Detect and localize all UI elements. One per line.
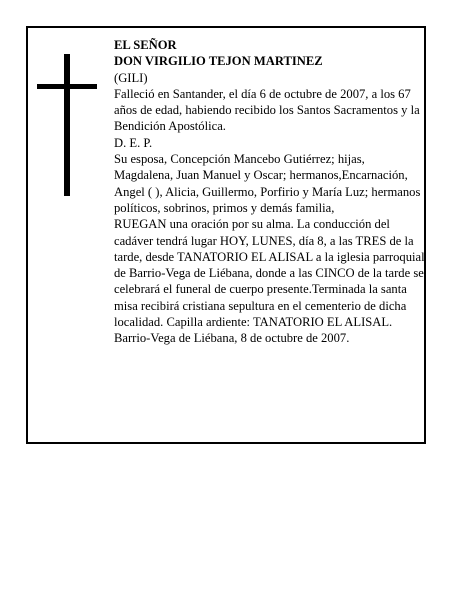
place-date: Barrio-Vega de Liébana, 8 de octubre de 2007. (114, 331, 350, 346)
obituary-title: EL SEÑOR (114, 38, 177, 52)
funeral-details: RUEGAN una oración por su alma. La conducción del cadáver tendrá lugar HOY, LUNES, día 8, a las TRES de la tarde, desde TANATORIO EL ALISAL a la iglesia parroquial de Barrio-Vega de Liébana, donde a las CINCO de la tarde se celebrará el funeral de cuerpo presente.Terminada la santa misa recibirá cristiana sepultura en el cementerio de dicha localidad. Capilla ardiente: TANATORIO EL ALISAL. (114, 217, 425, 330)
deceased-nickname: (GILI) (114, 70, 148, 85)
death-details: Falleció en Santander, el día 6 de octubre de 2007, a los 67 años de edad, habiendo recibido los Santos Sacramentos y la Bendición Apostólica. (114, 86, 420, 134)
cross-icon-bar (37, 84, 97, 89)
deceased-name: DON VIRGILIO TEJON MARTINEZ (114, 54, 323, 69)
cross-icon (64, 54, 70, 196)
rip-line: D. E. P. (114, 135, 153, 150)
obituary-text (114, 37, 426, 347)
family-list: Su esposa, Concepción Mancebo Gutiérrez; hijas, Magdalena, Juan Manuel y Oscar; hermanos,Encarnación, Angel ( ), Alicia, Guillermo, Porfirio y María Luz; hermanos políticos, sobrinos, primos y demás familia, (114, 152, 421, 215)
